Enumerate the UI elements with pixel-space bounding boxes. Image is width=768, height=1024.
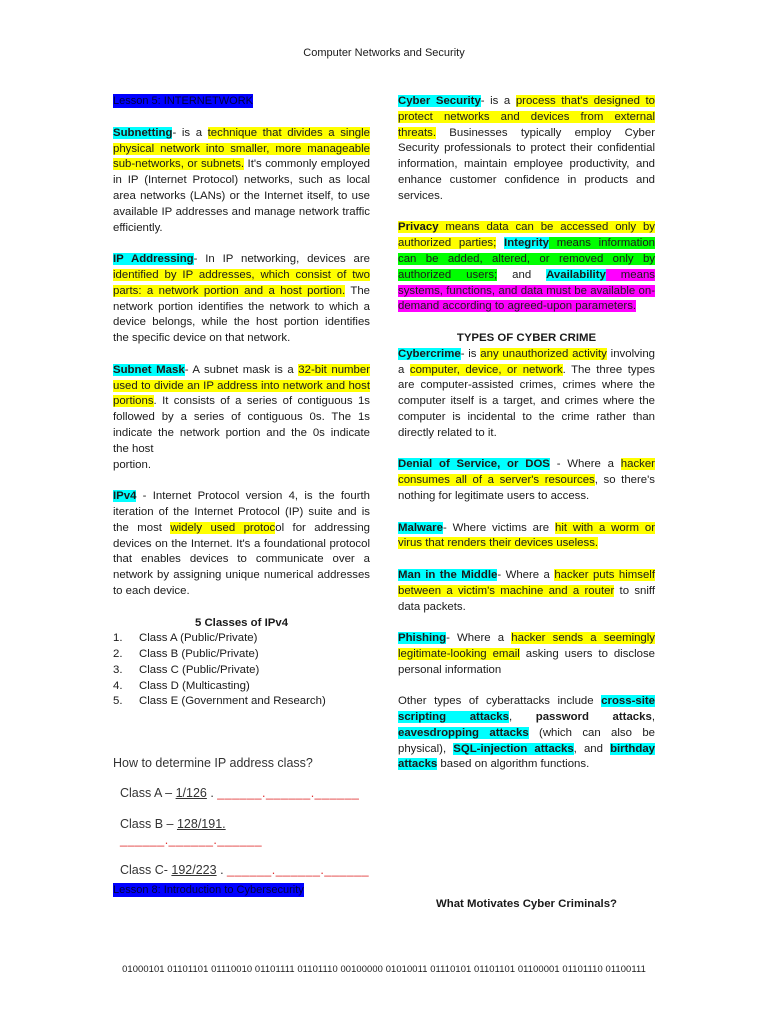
motivates-heading: What Motivates Cyber Criminals? [435, 898, 618, 910]
subnetting-term: Subnetting [113, 126, 173, 139]
dos-paragraph: Denial of Service, or DOS - Where a hacker consumes all of a server's resources, so there's nothing for legitimate users to access. [398, 458, 656, 502]
cyber-security-paragraph: Cyber Security- is a process that's designed to protect networks and devices from external threats. Businesses typically employ Cyber Security professionals to protect their confidential information, maintain employee productivity, and enhance customer confidence in products and services. [398, 95, 655, 202]
binary-footer: 01000101 01101101 01110010 01101111 01101110 00100000 01010011 01110101 01101101 01100001 01101110 01100111 [122, 963, 646, 974]
worksheet-row-class-b: Class B – 128/191. ______.______.______ [120, 816, 263, 847]
mitm-paragraph: Man in the Middle- Where a hacker puts himself between a victim's machine and a router to sniff data packets. [398, 568, 656, 613]
subnet-mask-paragraph: Subnet Mask- A subnet mask is a 32-bit number used to divide an IP address into network and host portions. It consists of a series of contiguous 1s followed by a series of contiguous 0s. The 1s indicate the network portion and the 0s indicate the host portion. [113, 363, 370, 471]
phishing-paragraph: Phishing- Where a hacker sends a seemingly legitimate-looking email asking users to disclose personal information [398, 632, 656, 676]
cybercrime-paragraph: Cybercrime- is any unauthorized activity involving a computer, device, or network. The three types are computer-assisted crimes, crimes where the computer itself is a target, and crimes where the computer is incidental to the crime rather than directly related to it. [398, 347, 655, 439]
list-item: 3. Class C (Public/Private) [113, 663, 260, 676]
lesson5-heading: Lesson 5: INTERNETWORK [113, 95, 253, 107]
dos-term: Denial of Service, or DOS [398, 458, 550, 471]
integrity-term: Integrity [504, 237, 549, 250]
worksheet-row-class-c: Class C- 192/223 . ______.______.______ [120, 863, 370, 878]
malware-term: Malware [398, 521, 443, 534]
phishing-term: Phishing [398, 632, 447, 645]
ip-class-worksheet [113, 756, 370, 879]
page-header: Computer Networks and Security [303, 47, 465, 59]
right-column [398, 94, 655, 789]
list-item: 5. Class E (Government and Research) [113, 695, 326, 708]
ipv4-classes-title: 5 Classes of IPv4 [194, 616, 289, 629]
ipv4-term: IPv4 [113, 490, 137, 503]
worksheet-row-class-a: Class A – 1/126 . ______.______.______ [120, 786, 360, 801]
ip-addressing-term: IP Addressing [113, 253, 194, 266]
availability-term: Availability [546, 268, 606, 281]
lesson8-heading: Lesson 8: Introduction to Cybersecurity [113, 884, 304, 896]
ipv4-classes-list [113, 631, 370, 710]
cia-paragraph: Privacy means data can be accessed only by authorized parties; Integrity means information can be added, altered, or removed only by authorized users; and Availability means systems, functions, and data must be available on-demand according to agreed-upon parameters. [398, 221, 655, 313]
malware-paragraph: Malware- Where victims are hit with a worm or virus that renders their devices useless. [398, 521, 655, 550]
mitm-term: Man in the Middle [398, 568, 498, 581]
ipv4-paragraph: IPv4 - Internet Protocol version 4, is the fourth iteration of the Internet Protocol (IP) suite and is the most widely used protocol for addressing devices on the Internet. It's a foundational protocol that enables devices to communicate over a network by assigning unique numerical addresses to each device. [113, 490, 370, 597]
list-item: 1. Class A (Public/Private) [113, 632, 258, 645]
subnet-mask-term: Subnet Mask [113, 363, 185, 376]
other-attacks-paragraph: Other types of cyberattacks include cross-site scripting attacks, password attacks, eavesdropping attacks (which can also be physical), SQL-injection attacks, and birthday attacks based on algorithm functions. [398, 695, 655, 771]
types-of-cyber-crime-title: TYPES OF CYBER CRIME [456, 331, 597, 344]
list-item: 2. Class B (Public/Private) [113, 648, 259, 661]
left-column [113, 94, 370, 894]
worksheet-question: How to determine IP address class? [113, 756, 313, 771]
cybercrime-term: Cybercrime [398, 347, 461, 360]
privacy-term: Privacy [398, 221, 439, 234]
subnetting-paragraph: Subnetting- is a technique that divides a single physical network into smaller, more manageable sub-networks, or subnets. It's commonly employed in IP (Internet Protocol) networks, such as local area networks (LANs) or the Internet itself, to use available IP addresses and manage network traffic efficiently. [113, 126, 370, 234]
cyber-security-term: Cyber Security [398, 95, 481, 107]
ip-addressing-paragraph: IP Addressing- In IP networking, devices are identified by IP addresses, which consist of two parts: a network portion and a host portion. The network portion identifies the network to which a device belongs, while the host portion identifies the specific device on that network. [113, 253, 370, 345]
list-item: 4. Class D (Multicasting) [113, 679, 250, 692]
